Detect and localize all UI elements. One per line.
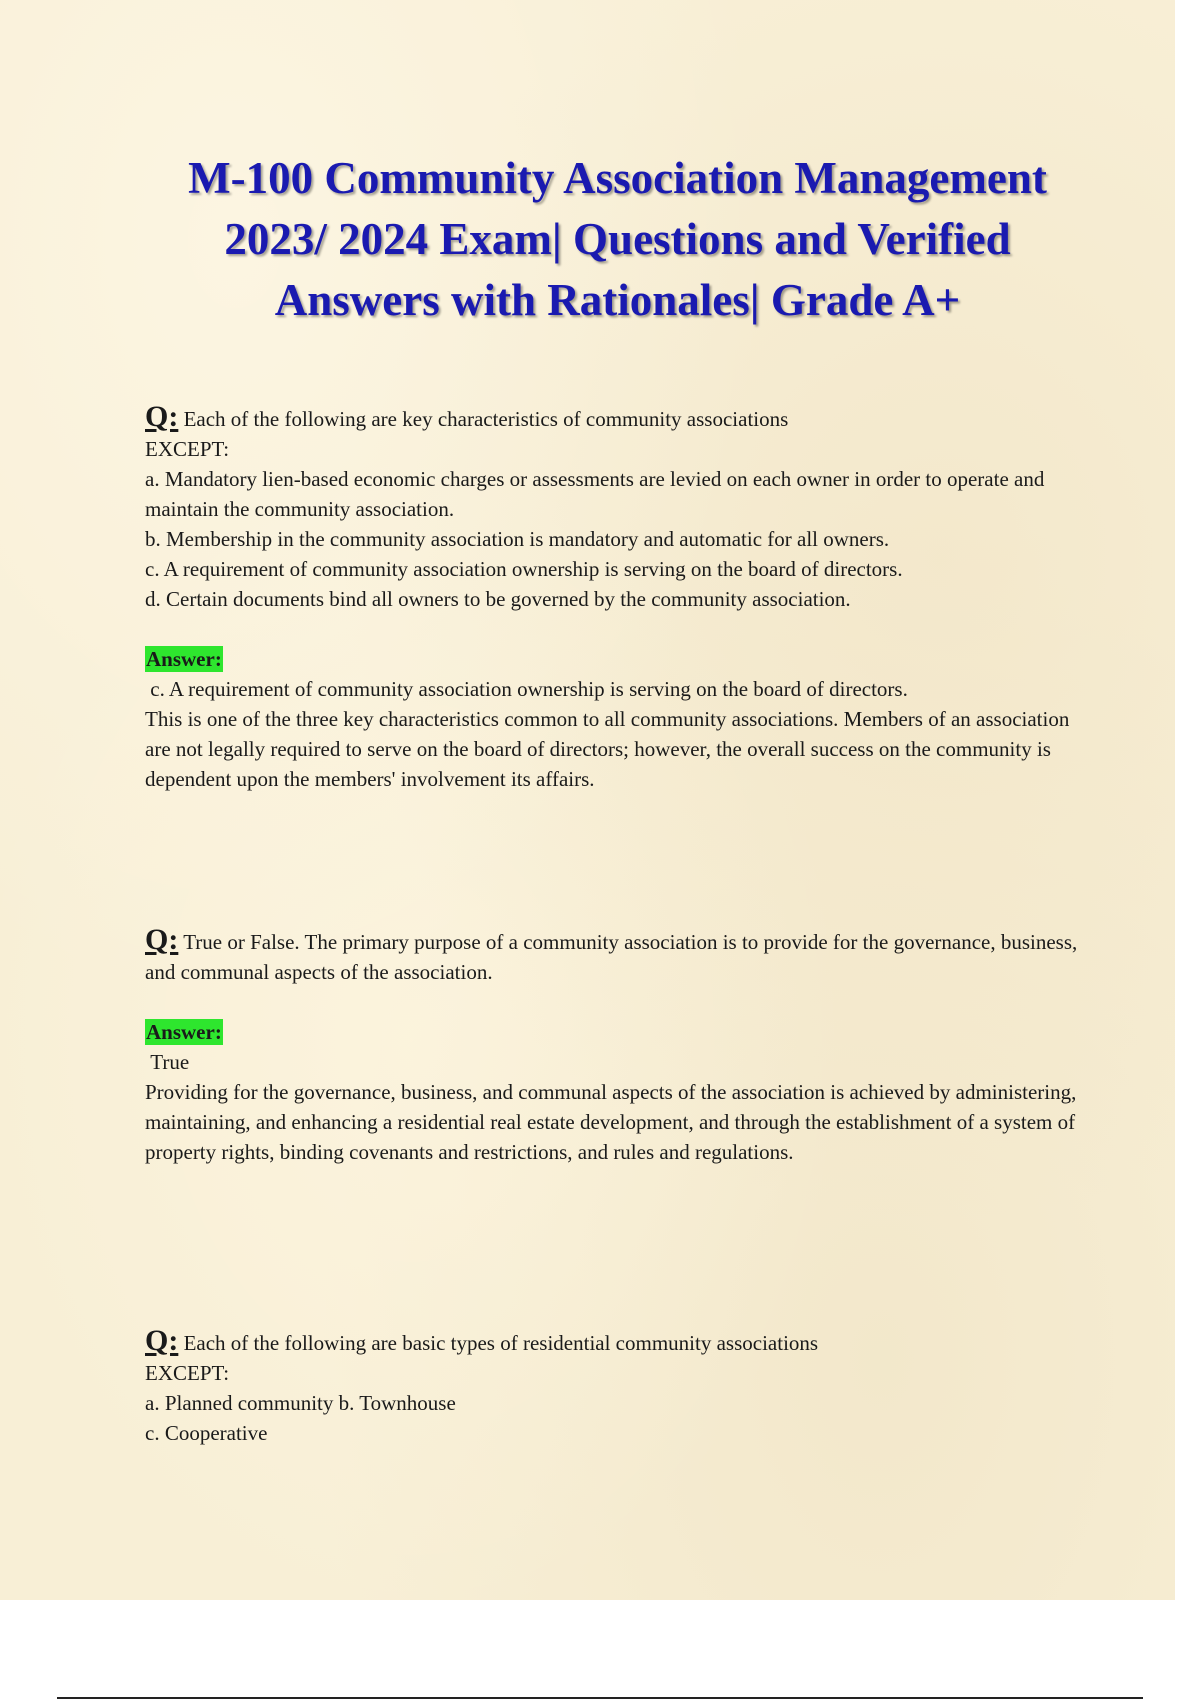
answer-label: Answer:	[146, 1020, 222, 1044]
answer-label: Answer:	[146, 647, 222, 671]
question-stem-text: Each of the following are key characteristics of community associations	[183, 407, 789, 431]
answer-heading	[145, 644, 1085, 674]
spacer	[145, 614, 1085, 644]
question-stem-text: Each of the following are basic types of residential community associations	[183, 1331, 819, 1355]
question-label: Q:	[145, 400, 179, 433]
answer-rationale: This is one of the three key characteristics common to all community associations. Members of an association are not legally required to serve on the board of directors; however, the overall success on the community is dependent upon the members' involvement its affairs.	[145, 707, 1070, 791]
spacer	[145, 987, 1085, 1017]
question-block-1	[145, 402, 1085, 794]
option-b: b. Membership in the community association is mandatory and automatic for all owners.	[145, 527, 890, 551]
title-line-1: M-100 Community Association Management	[188, 153, 1047, 203]
title-line-2: 2023/ 2024 Exam| Questions and Verified	[224, 214, 1011, 264]
title-line-3: Answers with Rationales| Grade A+	[274, 275, 961, 325]
answer-rationale: Providing for the governance, business, and communal aspects of the association is achieved by administering, maintaining, and enhancing a residential real estate development, and through the establishment of a system of property rights, binding covenants and restrictions, and rules and regulations.	[145, 1080, 1077, 1164]
question-stem-continued: EXCEPT:	[145, 437, 230, 461]
question-block-2	[145, 925, 1085, 1167]
option-c: c. Cooperative	[145, 1421, 268, 1445]
document-title	[60, 148, 1175, 331]
answer-value: True	[150, 1050, 190, 1074]
question-block-3	[145, 1326, 1085, 1448]
answer-heading	[145, 1017, 1085, 1047]
question-label: Q:	[145, 1324, 179, 1357]
option-c: c. A requirement of community association ownership is serving on the board of directors.	[145, 557, 903, 581]
option-a-b: a. Planned community b. Townhouse	[145, 1391, 456, 1415]
question-stem-continued: EXCEPT:	[145, 1361, 230, 1385]
option-a: a. Mandatory lien-based economic charges or assessments are levied on each owner in order to operate and maintain the community association.	[145, 467, 1045, 521]
option-d: d. Certain documents bind all owners to be governed by the community association.	[145, 587, 851, 611]
question-stem	[145, 1326, 1085, 1358]
answer-text	[145, 674, 1085, 704]
question-stem-text: True or False. The primary purpose of a community association is to provide for the governance, business, and communal aspects of the association.	[145, 930, 1078, 984]
answer-value: c. A requirement of community association ownership is serving on the board of directors.	[150, 677, 908, 701]
question-stem	[145, 402, 1085, 434]
footer-rule	[57, 1697, 1143, 1699]
question-label: Q:	[145, 923, 179, 956]
answer-text	[145, 1047, 1085, 1077]
question-stem	[145, 925, 1085, 987]
